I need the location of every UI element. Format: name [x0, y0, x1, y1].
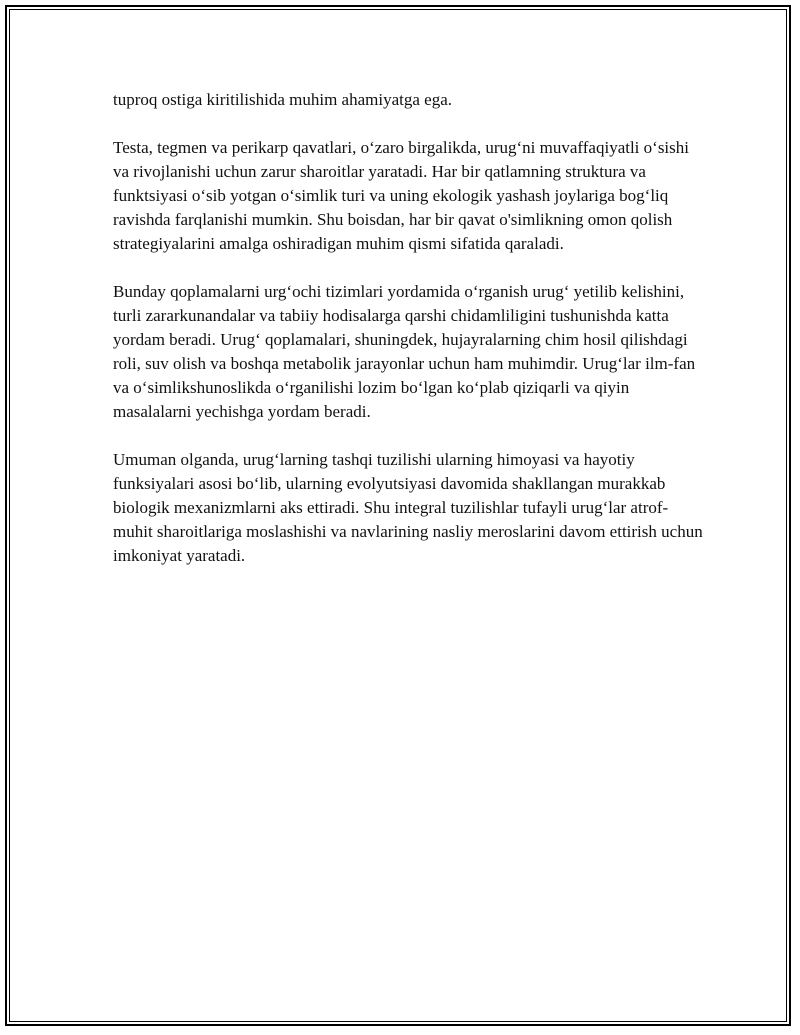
paragraph-4: Umuman olganda, urug‘larning tashqi tuzilishi ularning himoyasi va hayotiy funksiyalari asosi bo‘lib, ularning evolyutsiyasi davomida shakllangan murakkab biologik mexanizmlarni aks ettiradi. Shu integral tuzilishlar tufayli urug‘lar atrof-muhit sharoitlariga moslashishi va navlarining nasliy meroslarini davom ettirish uchun imkoniyat yaratadi. — [113, 450, 703, 565]
document-body — [113, 88, 703, 592]
paragraph-3: Bunday qoplamalarni urg‘ochi tizimlari yordamida o‘rganish urug‘ yetilib kelishini, turli zararkunandalar va tabiiy hodisalarga qarshi chidamliligini tushunishda katta yordam beradi. Urug‘ qoplamalari, shuningdek, hujayralarning chim hosil qilishdagi roli, suv olish va boshqa metabolik jarayonlar uchun ham muhimdir. Urug‘lar ilm-fan va o‘simlikshunoslikda o‘rganilishi lozim bo‘lgan ko‘plab qiziqarli va qiyin masalalarni yechishga yordam beradi. — [113, 282, 696, 421]
paragraph-1: tuproq ostiga kiritilishida muhim ahamiyatga ega. — [113, 90, 452, 109]
paragraph-2: Testa, tegmen va perikarp qavatlari, o‘zaro birgalikda, urug‘ni muvaffaqiyatli o‘sishi va rivojlanishi uchun zarur sharoitlar yaratadi. Har bir qatlamning struktura va funktsiyasi o‘sib yotgan o‘simlik turi va uning ekologik yashash joylariga bog‘liq ravishda farqlanishi mumkin. Shu boisdan, har bir qavat o'simlikning omon qolish strategiyalarini amalga oshiradigan muhim qismi sifatida qaraladi. — [113, 138, 689, 253]
